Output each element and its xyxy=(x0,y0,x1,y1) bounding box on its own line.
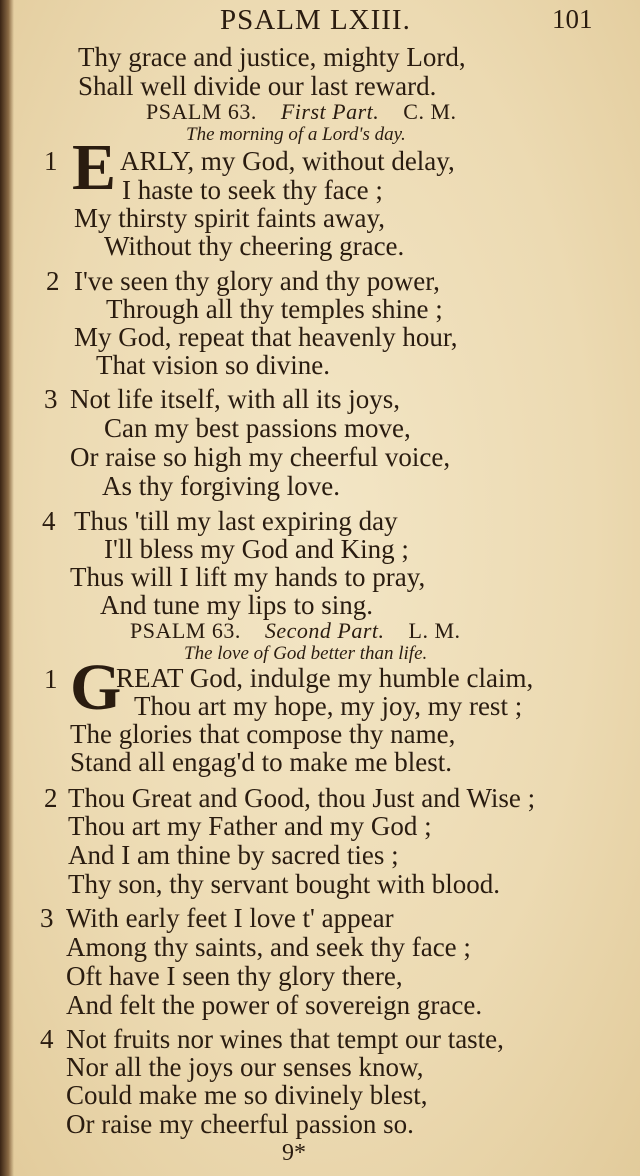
verse-line: The glories that compose thy name, xyxy=(70,719,456,749)
meter-label: L. M. xyxy=(408,618,461,643)
verse-line: As thy forgiving love. xyxy=(102,471,340,501)
verse-line: And tune my lips to sing. xyxy=(100,590,374,620)
hymn-subtitle: The love of God better than life. xyxy=(184,643,428,664)
verse-line: And felt the power of sovereign grace. xyxy=(66,990,483,1020)
verse-line: That vision so divine. xyxy=(96,350,330,380)
verse-line: Thus will I lift my hands to pray, xyxy=(70,562,426,592)
verse-line: Could make me so divinely blest, xyxy=(66,1080,428,1110)
psalm-number: PSALM 63. xyxy=(146,99,257,124)
drop-cap: E xyxy=(72,131,117,204)
signature-mark: 9* xyxy=(282,1140,306,1166)
part-label: Second Part. xyxy=(264,618,385,643)
stanza-number: 4 xyxy=(40,1024,54,1054)
stanza-number: 2 xyxy=(44,783,58,813)
verse-line: I've seen thy glory and thy power, xyxy=(74,266,440,296)
verse-line: Or raise so high my cheerful voice, xyxy=(70,442,451,472)
hymn-heading xyxy=(130,619,461,643)
verse-line: Thy son, thy servant bought with blood. xyxy=(68,869,500,899)
verse-line: Thou art my hope, my joy, my rest ; xyxy=(134,691,523,721)
verse-line: Stand all engag'd to make me blest. xyxy=(70,747,453,777)
verse-line: Thou Great and Good, thou Just and Wise ; xyxy=(68,783,536,813)
verse-line: I haste to seek thy face ; xyxy=(122,175,383,205)
verse-line: My thirsty spirit faints away, xyxy=(74,203,385,233)
stanza-number: 2 xyxy=(46,266,60,296)
hymn-subtitle: The morning of a Lord's day. xyxy=(186,124,406,145)
verse-line: Not fruits nor wines that tempt our taste, xyxy=(66,1024,504,1054)
drop-cap: G xyxy=(70,651,122,724)
verse-line: Among thy saints, and seek thy face ; xyxy=(66,932,471,962)
verse-line: Through all thy temples shine ; xyxy=(106,294,443,324)
verse-line: Can my best passions move, xyxy=(104,413,411,443)
verse-line: Or raise my cheerful passion so. xyxy=(66,1109,414,1139)
verse-line: REAT God, indulge my humble claim, xyxy=(116,663,534,693)
stanza-number: 3 xyxy=(40,903,54,933)
verse-line: Nor all the joys our senses know, xyxy=(66,1052,424,1082)
running-head-title: PSALM LXIII. xyxy=(220,4,411,36)
page-gutter xyxy=(0,0,14,1176)
verse-line: Oft have I seen thy glory there, xyxy=(66,961,403,991)
verse-line: ARLY, my God, without delay, xyxy=(120,146,455,176)
psalm-number: PSALM 63. xyxy=(130,618,241,643)
page-number: 101 xyxy=(552,4,593,34)
verse-line: Thus 'till my last expiring day xyxy=(74,506,398,536)
meter-label: C. M. xyxy=(403,99,457,124)
verse-line: With early feet I love t' appear xyxy=(66,903,394,933)
hymn-heading xyxy=(146,100,457,124)
verse-line: I'll bless my God and King ; xyxy=(104,534,409,564)
verse-line: And I am thine by sacred ties ; xyxy=(68,840,399,870)
verse-line: Thy grace and justice, mighty Lord, xyxy=(78,42,466,72)
stanza-number: 1 xyxy=(44,146,58,176)
running-head xyxy=(0,4,640,40)
stanza-number: 4 xyxy=(42,506,56,536)
stanza-number: 3 xyxy=(44,384,58,414)
verse-line: Not life itself, with all its joys, xyxy=(70,384,400,414)
verse-line: My God, repeat that heavenly hour, xyxy=(74,322,458,352)
stanza-number: 1 xyxy=(44,664,58,694)
part-label: First Part. xyxy=(280,99,380,124)
verse-line: Thou art my Father and my God ; xyxy=(68,811,432,841)
verse-line: Shall well divide our last reward. xyxy=(78,71,437,101)
verse-line: Without thy cheering grace. xyxy=(104,231,405,261)
